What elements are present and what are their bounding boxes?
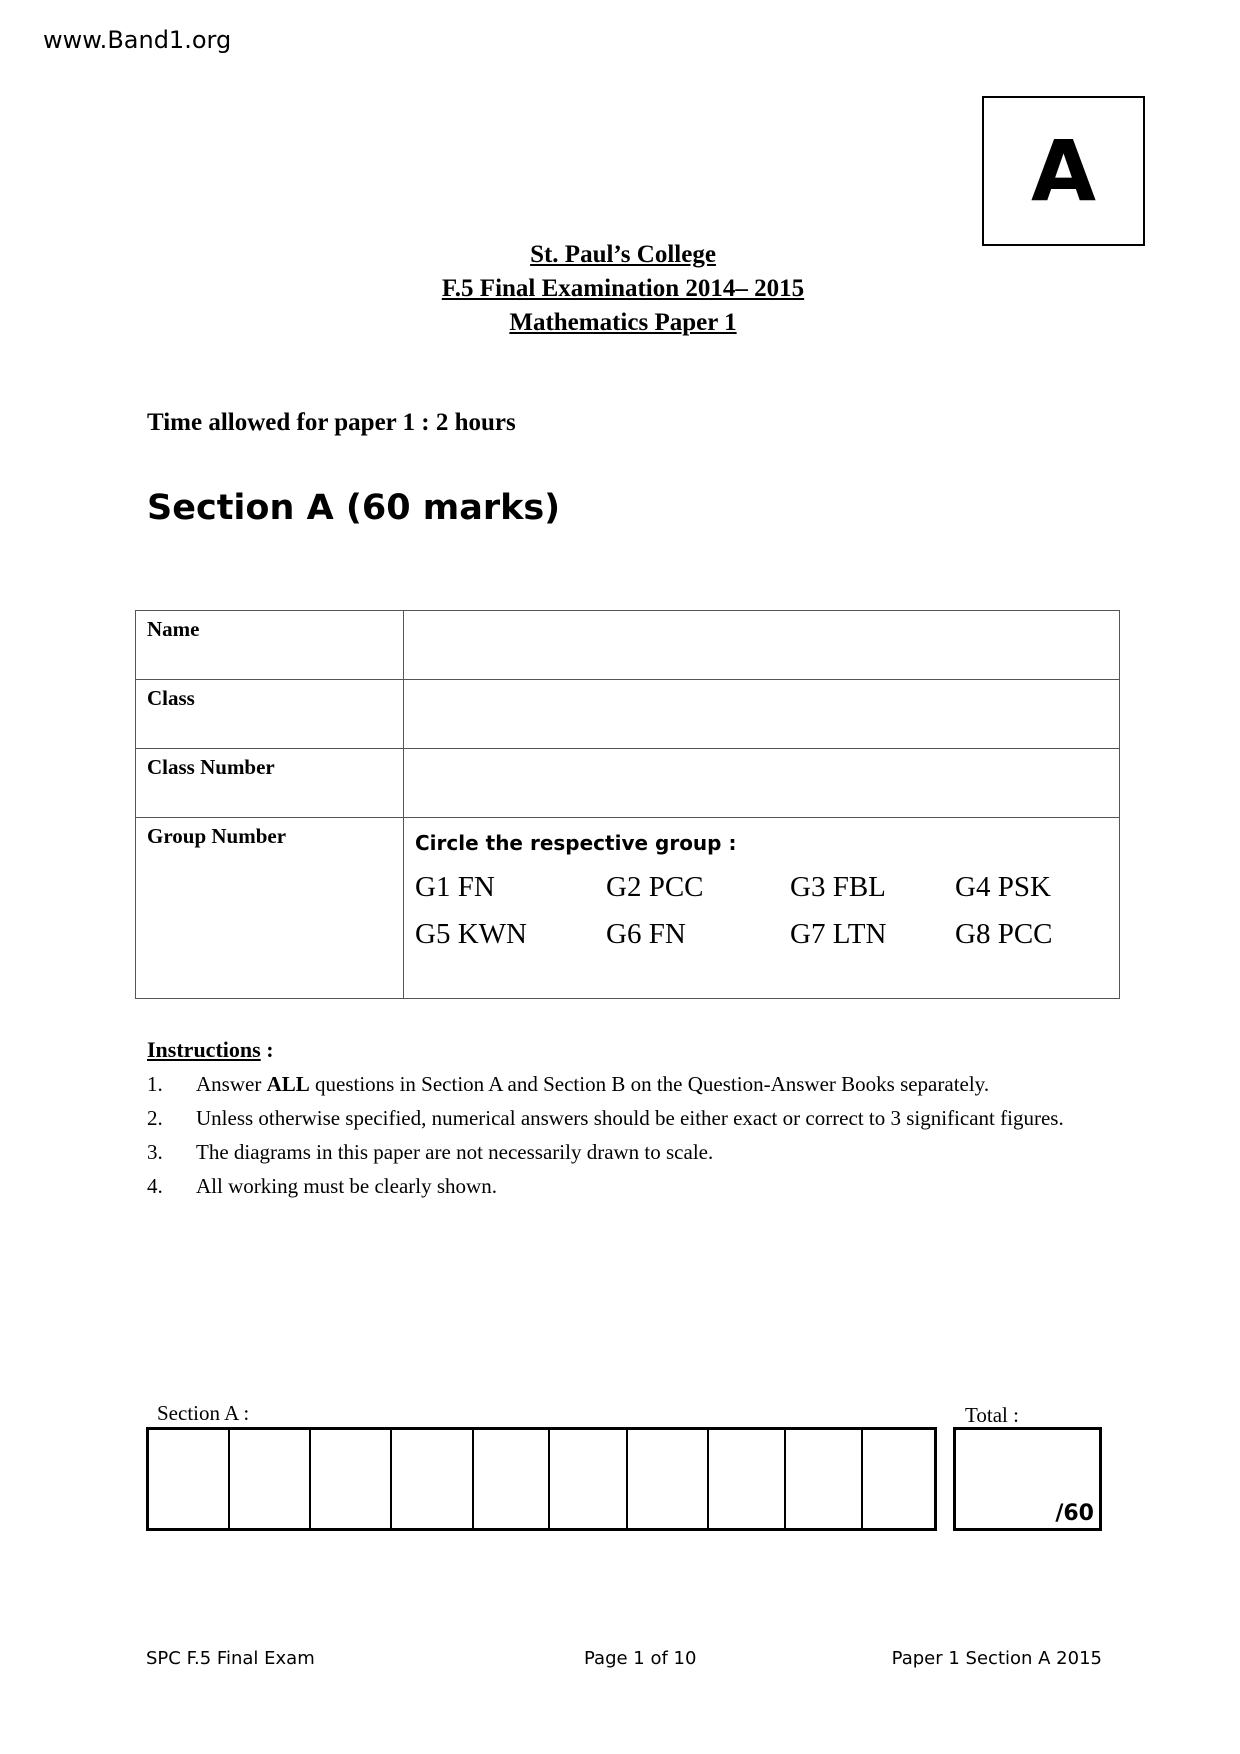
name-row <box>136 611 1120 680</box>
score-box[interactable] <box>474 1430 550 1528</box>
group-option[interactable]: G3 FBL <box>790 871 886 903</box>
name-field[interactable] <box>404 611 1120 680</box>
class-label: Class <box>136 680 404 749</box>
score-box[interactable] <box>230 1430 311 1528</box>
score-box[interactable] <box>392 1430 474 1528</box>
instructions-colon: : <box>260 1037 274 1062</box>
total-score-label: Total : <box>965 1403 1019 1427</box>
footer-right: Paper 1 Section A 2015 <box>891 1648 1102 1669</box>
group-selection-cell <box>404 818 1120 999</box>
instructions-list <box>147 1067 1100 1203</box>
instruction-item: 2. Unless otherwise specified, numerical answers should be either exact or correct to 3 significant figures. <box>147 1106 1064 1130</box>
section-a-score-boxes <box>146 1427 937 1531</box>
group-option[interactable]: G6 FN <box>606 918 686 950</box>
score-box[interactable] <box>628 1430 709 1528</box>
school-name: St. Paul’s College <box>530 241 716 268</box>
class-number-row <box>136 749 1120 818</box>
section-a-score-label: Section A : <box>157 1401 250 1425</box>
instruction-item: 3. The diagrams in this paper are not necessarily drawn to scale. <box>147 1140 714 1164</box>
group-option[interactable]: G8 PCC <box>955 918 1053 950</box>
class-number-label: Class Number <box>136 749 404 818</box>
total-out-of: /60 <box>1055 1501 1094 1526</box>
score-box[interactable] <box>311 1430 392 1528</box>
score-box[interactable] <box>550 1430 628 1528</box>
score-box[interactable] <box>786 1430 863 1528</box>
candidate-info-table <box>135 610 1120 999</box>
group-option[interactable]: G5 KWN <box>415 918 527 950</box>
class-row <box>136 680 1120 749</box>
instruction-item: 4. All working must be clearly shown. <box>147 1174 497 1198</box>
score-box[interactable] <box>863 1430 934 1528</box>
exam-header <box>0 238 1240 340</box>
paper-letter-box: A <box>982 96 1145 246</box>
group-number-row <box>136 818 1120 999</box>
time-allowed: Time allowed for paper 1 : 2 hours <box>147 409 516 436</box>
group-option[interactable]: G1 FN <box>415 871 495 903</box>
score-box[interactable] <box>709 1430 786 1528</box>
group-number-label: Group Number <box>136 818 404 999</box>
name-label: Name <box>136 611 404 680</box>
group-option[interactable]: G7 LTN <box>790 918 887 950</box>
group-option[interactable]: G4 PSK <box>955 871 1051 903</box>
score-box[interactable] <box>149 1430 230 1528</box>
section-title: Section A (60 marks) <box>147 488 561 528</box>
footer-left: SPC F.5 Final Exam <box>146 1648 315 1669</box>
exam-name: F.5 Final Examination 2014– 2015 <box>441 275 805 302</box>
footer-page-number: Page 1 of 10 <box>584 1648 697 1669</box>
class-number-field[interactable] <box>404 749 1120 818</box>
group-option[interactable]: G2 PCC <box>606 871 704 903</box>
instruction-item: 1. Answer ALL questions in Section A and Section B on the Question-Answer Books separately. <box>147 1072 990 1096</box>
watermark-url: www.Band1.org <box>43 26 232 54</box>
group-options <box>415 871 1119 951</box>
instructions-heading: Instructions : <box>147 1037 274 1062</box>
class-field[interactable] <box>404 680 1120 749</box>
subject-name: Mathematics Paper 1 <box>509 309 737 336</box>
circle-group-instruction: Circle the respective group : <box>415 831 737 855</box>
total-score-box[interactable] <box>953 1427 1102 1531</box>
